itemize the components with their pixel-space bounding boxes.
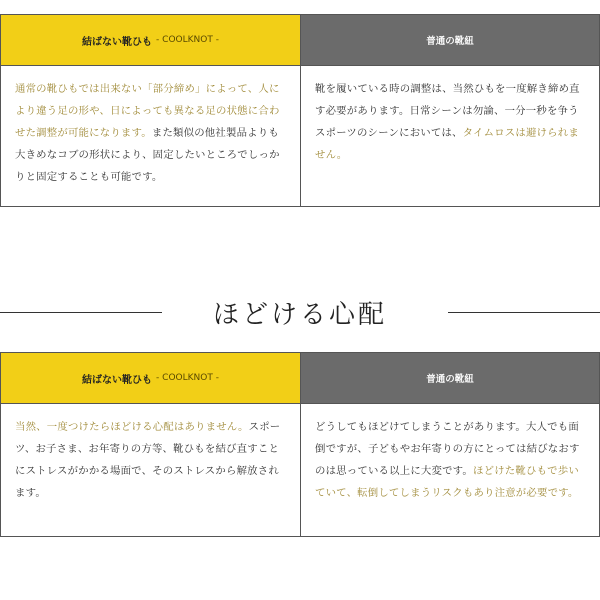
coolknot-header-title: 結ばない靴ひも — [82, 36, 153, 48]
heading-rule-right — [448, 312, 600, 313]
normal-lace-highlight-text: ほどけた靴ひもで歩いていて、転倒してしまうリスクもあり注意が必要です。 — [315, 465, 579, 499]
section-title: ほどける心配 — [212, 300, 387, 330]
normal-lace-header-title: 普通の靴紐 — [426, 36, 474, 47]
normal-lace-header — [301, 353, 599, 404]
coolknot-header — [1, 15, 301, 66]
coolknot-body-text: また類似の他社製品よりも大きめなコブの形状により、固定したいところでしっかりと固定することも可能です。 — [15, 127, 280, 183]
normal-lace-body-text: 靴を履いている時の調整は、当然ひもを一度解き締め直す必要があります。日常シーンは勿論、一分一秒を争うスポーツのシーンにおいては、 — [315, 83, 580, 139]
coolknot-header-sub: - COOLKNOT - — [156, 35, 219, 45]
coolknot-description — [1, 404, 301, 536]
normal-lace-description — [301, 66, 599, 206]
coolknot-header-title: 結ばない靴ひも — [82, 374, 153, 386]
comparison-table-untie-worry — [0, 352, 600, 537]
normal-lace-body-text: どうしてもほどけてしまうことがあります。大人でも面倒ですが、子どもやお年寄りの方にとっては結びなおすのは思っている以上に大変です。 — [315, 421, 580, 477]
section-heading — [0, 292, 600, 332]
coolknot-description — [1, 66, 301, 206]
normal-lace-header — [301, 15, 599, 66]
coolknot-highlight-text: 通常の靴ひもでは出来ない「部分締め」によって、人により違う足の形や、日によっても異なる足の状態に合わせた調整が可能になります。 — [15, 83, 280, 139]
normal-lace-header-title: 普通の靴紐 — [426, 374, 474, 385]
normal-lace-highlight-text: タイムロスは避けられません。 — [315, 127, 579, 161]
coolknot-body-text: スポーツ、お子さま、お年寄りの方等、靴ひもを結び直すことにストレスがかかる場面で、そのストレスから解放されます。 — [15, 421, 281, 499]
coolknot-highlight-text: 当然、一度つけたらほどける心配はありません。 — [15, 421, 249, 433]
coolknot-header-sub: - COOLKNOT - — [156, 373, 219, 383]
coolknot-header — [1, 353, 301, 404]
normal-lace-description — [301, 404, 599, 536]
comparison-table-adjustment — [0, 14, 600, 207]
